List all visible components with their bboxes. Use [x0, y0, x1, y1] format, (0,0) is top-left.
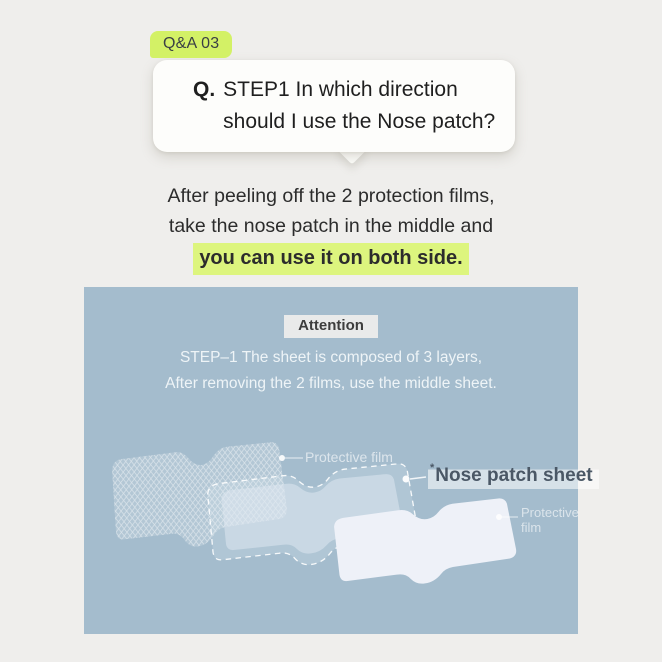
label-nose-patch-sheet — [428, 462, 599, 489]
nose-patch-asterisk: * — [430, 462, 435, 474]
answer-line-2: take the nose patch in the middle and — [168, 215, 494, 237]
qa-number-badge: Q&A 03 — [150, 31, 232, 58]
attention-line-2: After removing the 2 films, use the middle sheet. — [165, 375, 497, 392]
instruction-image-panel — [84, 287, 593, 634]
question-line-1: STEP1 In which direction — [223, 78, 458, 101]
leader-dot-protective-top — [279, 455, 285, 461]
leader-line-nose-patch — [410, 477, 426, 479]
question-text — [223, 74, 495, 138]
question-bubble — [153, 60, 515, 152]
label-protective-film-right — [521, 505, 579, 535]
question-prefix: Q. — [193, 78, 216, 101]
answer-line-1: After peeling off the 2 protection films, — [167, 185, 495, 207]
answer-line-3 — [0, 241, 662, 275]
leader-dot-nose-patch — [403, 476, 410, 483]
protective-right-line-1: Protective — [521, 505, 579, 520]
answer-text — [0, 181, 662, 275]
label-protective-film-top: Protective film — [305, 449, 393, 465]
leader-dot-protective-right — [496, 514, 502, 520]
protective-right-line-2: film — [521, 520, 542, 535]
nose-patch-label-text: Nose patch sheet — [435, 465, 593, 486]
attention-line-1: STEP–1 The sheet is composed of 3 layers, — [179, 349, 483, 366]
question-line-2: should I use the Nose patch? — [223, 110, 496, 133]
answer-highlight: you can use it on both side. — [193, 243, 468, 275]
attention-title: Attention — [284, 315, 378, 338]
